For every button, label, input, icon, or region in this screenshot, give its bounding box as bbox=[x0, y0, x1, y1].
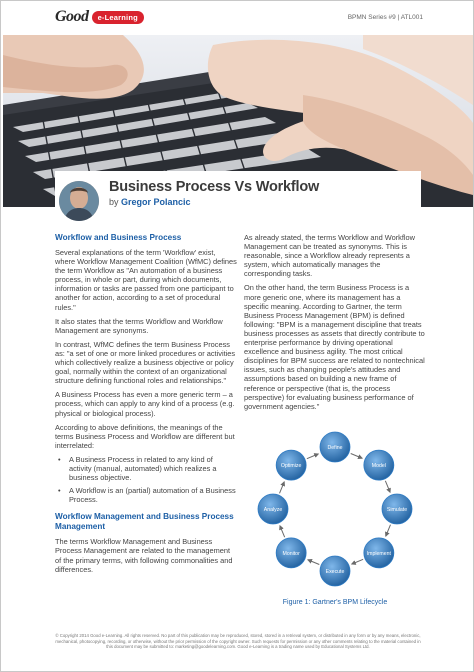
bpm-lifecycle-diagram bbox=[244, 421, 426, 601]
cycle-arrow bbox=[351, 454, 363, 459]
logo-word: Good bbox=[55, 8, 89, 25]
article-title: Business Process Vs Workflow bbox=[109, 179, 320, 195]
paragraph: In contrast, WfMC defines the term Business Process as: "a set of one or more linked procedures or activities which collectively realize a business objective or policy goal, normally within the context of an organizational structure defining functional roles and relationships." bbox=[55, 339, 236, 386]
paragraph: The terms Workflow Management and Business Process Management are related to the management of the primary terms, with following commonalities and differences. bbox=[55, 537, 233, 574]
paragraph: It also states that the terms Workflow and Workflow Management are synonyms. bbox=[55, 316, 223, 335]
lifecycle-node-label: Define bbox=[327, 445, 343, 451]
page-header bbox=[1, 1, 474, 35]
lifecycle-node-label: Monitor bbox=[282, 550, 300, 557]
author-name: Gregor Polancic bbox=[121, 197, 191, 207]
paragraph: Several explanations of the term 'Workflow' exist, where Workflow Management Coalition (WfMC) defines the term Workflow as "An automation of a business process, in whole or part, during which documents, information or tasks are passed from one participant to another for action, according to a set of procedural rules." bbox=[55, 248, 237, 312]
lifecycle-node-label: Simulate bbox=[386, 507, 408, 513]
lifecycle-node-label: Implement bbox=[366, 550, 391, 557]
paragraph: On the other hand, the term Business Process is a more generic one, where its management has a specific meaning. According to Gartner, the term Business Process Management (BPM) is defined following: "BPM is a management discipline that treats business processes as assets that directly contribute to enterprise performance by driving operational excellence and business agility. The most critical disciplines for BPM success are related to nontechnical issues, such as changing people's attitudes and assumptions based on building a new frame of reference or perspective (that is, the process perspective) for evaluating business performance of government agencies." bbox=[244, 283, 425, 411]
cycle-arrow bbox=[308, 560, 320, 565]
lifecycle-node-label: Optimize bbox=[280, 463, 302, 470]
lifecycle-svg bbox=[244, 421, 426, 601]
good-elearning-logo bbox=[55, 8, 144, 26]
logo-badge: e-Learning bbox=[92, 11, 144, 24]
lifecycle-node-label: Analyze bbox=[263, 507, 283, 513]
bullet-item: • A Workflow is an (partial) automation of a Business Process. bbox=[55, 486, 237, 504]
author-avatar bbox=[59, 181, 99, 221]
left-column bbox=[55, 233, 237, 579]
article-byline bbox=[109, 197, 191, 207]
section-heading-workflow: Workflow and Business Process bbox=[55, 233, 182, 242]
bullet-list bbox=[55, 455, 237, 504]
cycle-arrow bbox=[352, 559, 364, 564]
figure-caption: Figure 1: Gartner's BPM Lifecycle bbox=[282, 599, 388, 606]
bullet-item: • A Business Process in related to any kind of activity (manual, automated) which realizes a business objective. bbox=[55, 455, 237, 482]
paragraph: According to above definitions, the meanings of the terms Business Process and Workflow are different but interrelated: bbox=[55, 422, 235, 450]
paragraph: As already stated, the terms Workflow and Workflow Management can be treated as synonyms. This is reasonable, since a Workflow already represents a system, which automatically manages the corresponding tasks. bbox=[244, 233, 416, 279]
lifecycle-node-label: Model bbox=[371, 463, 386, 470]
cycle-arrow bbox=[307, 454, 319, 459]
paragraph: A Business Process has even a more generic term – a process, which can apply to any kind of a process (e.g. physical or biological process). bbox=[55, 390, 235, 418]
cycle-arrow bbox=[280, 526, 285, 538]
section-heading-management: Workflow Management and Business Process Management bbox=[55, 512, 234, 532]
article-title-band bbox=[55, 171, 421, 229]
right-column bbox=[244, 233, 426, 416]
byline-prefix: by bbox=[109, 197, 119, 207]
lifecycle-node-label: Execute bbox=[325, 569, 345, 575]
copyright-footer: © Copyright 2014 Good e-Learning. All rights reserved. No part of this publication may be reproduced, stored, stored in a retrieval system, or distributed in any form or by any means, electronic, mechanical, photocopying, recording, or otherwise, without the prior permission of the copyright owner. Such requests for permission or any other comments relating to the material contained in this document may be submitted to: marketing@goodelearning.com. Good e-Learning is a trading name used by Educational Systems Ltd. bbox=[55, 633, 421, 650]
cycle-arrow bbox=[386, 525, 391, 537]
series-label: BPMN Series #9 | ATL001 bbox=[347, 14, 423, 21]
cycle-arrow bbox=[280, 482, 285, 494]
cycle-arrow bbox=[385, 481, 390, 493]
